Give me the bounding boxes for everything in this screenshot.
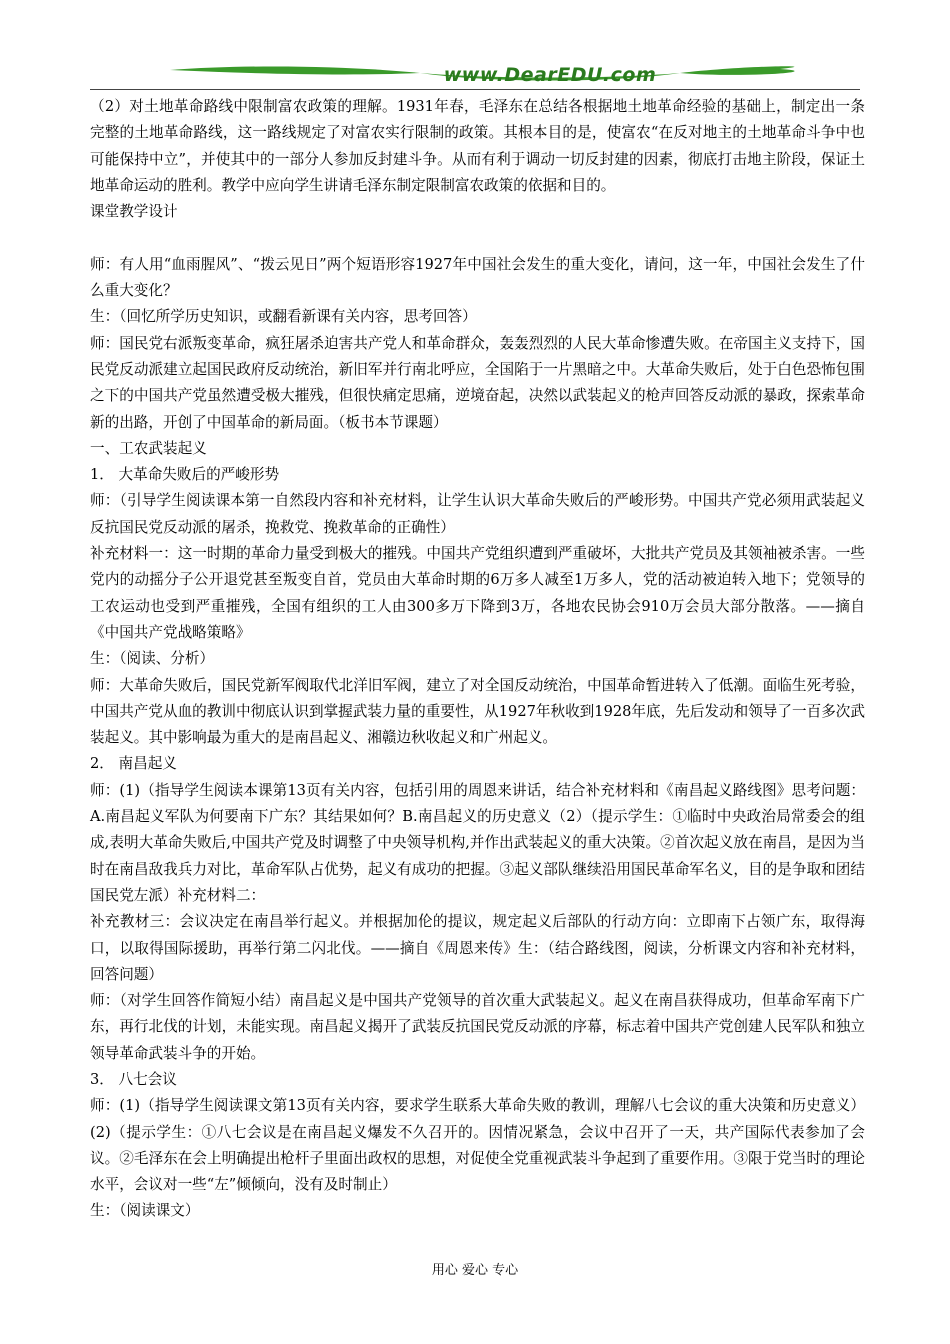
heading-class-design: 课堂教学设计: [90, 203, 178, 221]
paragraph-material-3: 补充教材三：会议决定在南昌举行起义。并根据加伦的提议，规定起义后部队的行动方向：立即南下占领广东，取得海口，以取得国际援助，再举行第二闪北伐。——摘自《周恩来传》生：（结合路线图，阅读，分析课文内容和补充材料，回答问题）: [90, 913, 865, 983]
header-divider: [90, 89, 860, 90]
page-header: [90, 60, 860, 90]
paragraph-teacher-intro: 师：国民党右派叛变革命，疯狂屠杀迫害共产党人和革命群众，轰轰烈烈的人民大革命惨遭失败。在帝国主义支持下，国民党反动派建立起国民政府反动统治，新旧军并行南北呼应，全国陷于一片黑暗之中。大革命失败后，处于白色恐怖包围之下的中国共产党虽然遭受极大摧残，但很快痛定思痛，逆境奋起，决然以武装起义的枪声回答反动派的暴政，探索革命新的出路，开创了中国革命的新局面。（板书本节课题）: [90, 334, 865, 431]
paragraph-teacher-guide-2: 师：(1)（指导学生阅读本课第13页有关内容，包括引用的周恩来讲话，结合补充材料和《南昌起义路线图》思考问题：A.南昌起义军队为何要南下广东？其结果如何？B.南昌起义的历史意义（2）（提示学生：①临时中央政治局常委会的组成,表明大革命失败后,中国共产党及时调整了中央领导机构,并作出武装起义的重大决策。②首次起义放在南昌，是因为当时在南昌敌我兵力对比，革命军队占优势，起义有成功的把握。③起义部队继续沿用国民革命军名义，目的是争取和团结国民党左派）补充材料二：: [90, 781, 865, 904]
document-body: [90, 94, 865, 1225]
site-logo: www.DearEDU.com: [443, 64, 657, 86]
paragraph-rich-peasant-policy: （2）对土地革命路线中限制富农政策的理解。1931年春，毛泽东在总结各根据地土地革命经验的基础上，制定出一条完整的土地革命路线，这一路线规定了对富农实行限制的政策。其根本目的是，使富农“在反对地主的土地革命斗争中也可能保持中立”，并使其中的一部分人参加反封建斗争。从而有利于调动一切反封建的因素，彻底打击地主阶段，保证土地革命运动的胜利。教学中应向学生讲请毛泽东制定限制富农政策的依据和目的。: [90, 98, 865, 194]
heading-section-1: 一、工农武装起义: [90, 439, 207, 457]
heading-subsection-2: 2． 南昌起义: [90, 755, 177, 773]
paragraph-teacher-summary-2: 师：（对学生回答作简短小结）南昌起义是中国共产党领导的首次重大武装起义。起义在南昌获得成功，但革命军南下广东，再行北伐的计划，未能实现。南昌起义揭开了武装反抗国民党反动派的序幕，标志着中国共产党创建人民军队和独立领导革命武装斗争的开始。: [90, 992, 865, 1062]
heading-subsection-1: 1． 大革命失败后的严峻形势: [90, 466, 280, 484]
paragraph-student-read-text: 生：（阅读课文）: [90, 1202, 200, 1220]
paragraph-student-read: 生：（阅读、分析）: [90, 650, 215, 668]
paragraph-teacher-question: 师：有人用“血雨腥风”、“拨云见日”两个短语形容1927年中国社会发生的重大变化，请问，这一年，中国社会发生了什么重大变化？: [90, 255, 865, 300]
paragraph-teacher-guide-1: 师：（引导学生阅读课本第一自然段内容和补充材料，让学生认识大革命失败后的严峻形势。中国共产党必须用武装起义反抗国民党反动派的屠杀，挽救党、挽救革命的正确性）: [90, 492, 865, 536]
heading-subsection-3: 3． 八七会议: [90, 1070, 177, 1088]
page-footer: 用心 爱心 专心: [431, 1263, 519, 1278]
paragraph-student-answer: 生：（回忆所学历史知识，或翻看新课有关内容，思考回答）: [90, 308, 477, 326]
paragraph-material-1: 补充材料一：这一时期的革命力量受到极大的摧残。中国共产党组织遭到严重破坏，大批共产党员及其领袖被杀害。一些党内的动摇分子公开退党甚至叛变自首，党员由大革命时期的6万多人减至1万多人，党的活动被迫转入地下；党领导的工农运动也受到严重摧残，全国有组织的工人由300多万下降到3万，各地农民协会910万会员大部分散落。——摘自《中国共产党战略策略》: [90, 545, 865, 641]
paragraph-teacher-guide-3: 师：(1)（指导学生阅读课文第13页有关内容，要求学生联系大革命失败的教训，理解八七会议的重大决策和历史意义）(2)（提示学生：①八七会议是在南昌起义爆发不久召开的。因情况紧急，会议中召开了一天，共产国际代表参加了会议。②毛泽东在会上明确提出枪杆子里面出政权的思想，对促使全党重视武装斗争起到了重要作用。③限于党当时的理论水平，会议对一些“左”倾倾向，没有及时制止）: [90, 1097, 865, 1194]
paragraph-teacher-summary-1: 师：大革命失败后，国民党新军阀取代北洋旧军阀，建立了对全国反动统治，中国革命暂进转入了低潮。面临生死考验，中国共产党从血的教训中彻底认识到掌握武装力量的重要性，从1927年秋收到1928年底，先后发动和领导了一百多次武装起义。其中影响最为重大的是南昌起义、湘赣边秋收起义和广州起义。: [90, 676, 865, 747]
blank-line: [90, 225, 865, 251]
